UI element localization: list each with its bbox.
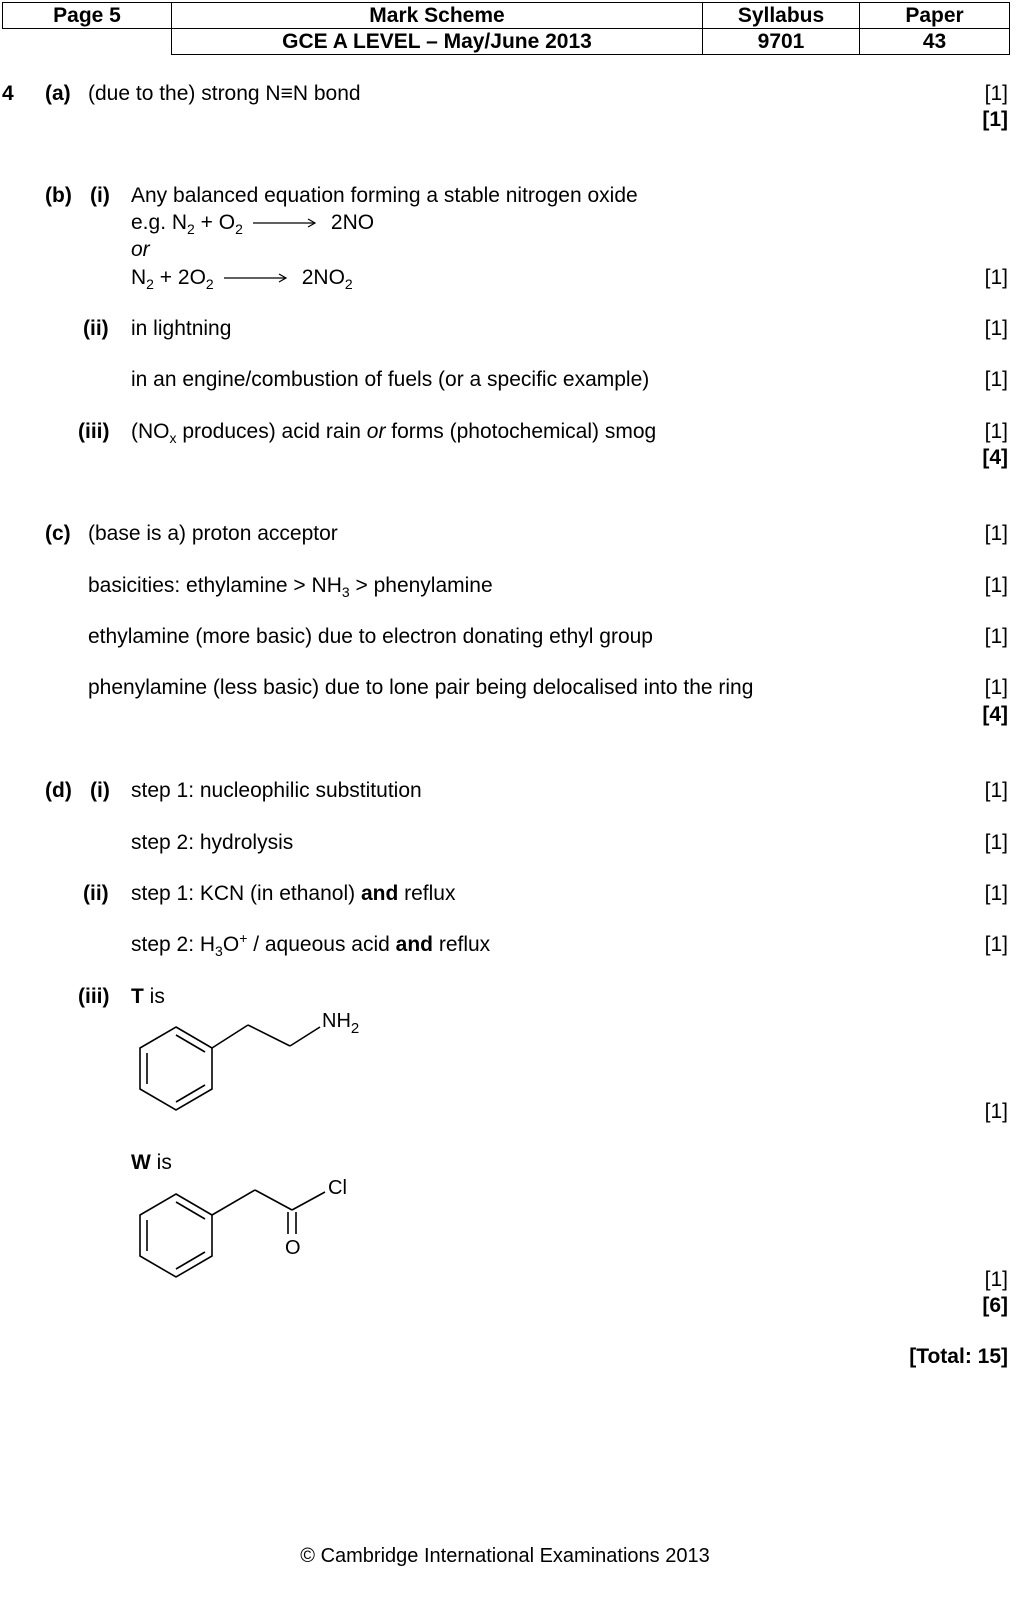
part-d-ii-label: (ii) (83, 882, 109, 905)
part-b-ii-label: (ii) (83, 317, 109, 340)
part-a-answer-pre: (due to the) strong N (88, 82, 281, 105)
part-d-ii-mark2: [1] (984, 933, 1008, 956)
part-d-i-step1: step 1: nucleophilic substitution (131, 779, 422, 802)
nox-sub: x (169, 430, 177, 447)
part-c-mark3: [1] (984, 625, 1008, 648)
part-c-line4: phenylamine (less basic) due to lone pair being delocalised into the ring (88, 676, 754, 699)
t-is: is (143, 985, 165, 1008)
t-mark: [1] (984, 1100, 1008, 1123)
eq1-sub2: 2 (235, 221, 243, 238)
part-b-ii-mark2: [1] (984, 368, 1008, 391)
part-c-mark2: [1] (984, 574, 1008, 597)
t-nh2-label: $NH_2$ (322, 1010, 360, 1037)
basicities-post: > phenylamine (349, 574, 493, 597)
part-b-i-label: (i) (90, 184, 110, 207)
w-is: is (150, 1151, 172, 1174)
eq1-product: 2NO (330, 211, 375, 234)
part-b-i-line1: Any balanced equation forming a stable nitrogen oxide (131, 184, 638, 207)
part-b-ii-line2: in an engine/combustion of fuels (or a specific example) (131, 368, 650, 391)
acid-post: reflux (433, 933, 491, 956)
part-d-ii-step1 (131, 882, 455, 906)
w-letter: W (131, 1151, 151, 1174)
part-b-i-equation1 (131, 211, 375, 238)
part-d-i-step2: step 2: hydrolysis (131, 831, 294, 854)
eq2-n: N (131, 266, 147, 289)
part-c-line3: ethylamine (more basic) due to electron donating ethyl group (88, 625, 653, 648)
paper-label: Paper (860, 3, 1010, 29)
acid-mid: / aqueous acid (247, 933, 396, 956)
kcn-post: reflux (398, 882, 456, 905)
part-d-i-mark1: [1] (984, 779, 1008, 802)
basicities-pre: basicities: ethylamine > NH (88, 574, 342, 597)
phenylethylamine-structure (130, 1005, 390, 1120)
page-label: Page 5 (3, 3, 172, 29)
part-d-total: [6] (982, 1294, 1008, 1317)
part-a-answer-post: N bond (292, 82, 361, 105)
part-b-i-or: or (131, 238, 150, 261)
part-b-iii-label: (iii) (78, 420, 110, 443)
acid-sup: + (239, 930, 248, 946)
kcn-pre: step 1: KCN (in ethanol) (131, 882, 361, 905)
nox-pre: (NO (131, 420, 170, 443)
eq2-sub2: 2 (205, 276, 214, 293)
part-a-total: [1] (982, 108, 1008, 131)
part-d-label: (d) (45, 779, 72, 802)
syllabus-label: Syllabus (703, 3, 860, 29)
header-empty-cell (3, 29, 172, 55)
acid-sub: 3 (215, 943, 223, 960)
part-d-i-label: (i) (90, 779, 110, 802)
nox-or: or (366, 420, 386, 443)
basicities-sub: 3 (341, 584, 350, 601)
part-d-iii-label: (iii) (78, 985, 110, 1008)
part-b-i-equation2 (131, 266, 353, 293)
phenylethanoyl-chloride-structure (130, 1172, 390, 1287)
part-b-total: [4] (982, 446, 1008, 469)
part-b-ii-line1: in lightning (131, 317, 232, 340)
header-table (2, 2, 1010, 55)
part-a-answer (88, 82, 361, 106)
eq2-sub1: 2 (146, 276, 154, 293)
eq1-n: e.g. N (131, 211, 188, 234)
part-c-mark4: [1] (984, 676, 1008, 699)
acid-and: and (395, 933, 433, 956)
nox-post: forms (photochemical) smog (385, 420, 657, 443)
part-b-i-mark: [1] (984, 266, 1008, 289)
t-letter: T (131, 985, 144, 1008)
part-d-ii-step2 (131, 930, 491, 960)
part-d-i-mark2: [1] (984, 831, 1008, 854)
part-c-line2 (88, 574, 493, 601)
part-b-label: (b) (45, 184, 72, 207)
part-b-iii-mark: [1] (984, 420, 1008, 443)
part-a-label: (a) (45, 82, 71, 105)
grand-total: [Total: 15] (909, 1345, 1008, 1368)
nox-mid: produces) acid rain (176, 420, 367, 443)
eq1-sub1: 2 (187, 221, 195, 238)
part-c-mark1: [1] (984, 522, 1008, 545)
exam-title: GCE A LEVEL – May/June 2013 (172, 29, 703, 55)
part-c-total: [4] (982, 703, 1008, 726)
eq1-plus: + O (194, 211, 236, 234)
acid-o: O (222, 933, 240, 956)
part-c-label: (c) (45, 522, 71, 545)
syllabus-code: 9701 (703, 29, 860, 55)
part-a-mark: [1] (984, 82, 1008, 105)
kcn-and: and (360, 882, 399, 905)
w-cl-label: Cl (328, 1177, 347, 1199)
eq2-plus: + 2O (153, 266, 206, 289)
doc-title: Mark Scheme (172, 3, 703, 29)
part-d-ii-mark1: [1] (984, 882, 1008, 905)
triple-bond-symbol: ≡ (280, 82, 293, 105)
reaction-arrow-icon (253, 217, 317, 229)
eq2-product: 2NO (301, 266, 345, 289)
part-c-line1: (base is a) proton acceptor (88, 522, 338, 545)
part-b-ii-mark1: [1] (984, 317, 1008, 340)
part-b-iii-answer (131, 420, 657, 447)
paper-number: 43 (860, 29, 1010, 55)
acid-pre: step 2: H (131, 933, 216, 956)
w-mark: [1] (984, 1268, 1008, 1291)
eq2-sub3: 2 (344, 276, 353, 293)
w-o-label: O (285, 1237, 301, 1259)
question-number: 4 (2, 82, 14, 105)
copyright-footer: © Cambridge International Examinations 2013 (300, 1545, 710, 1567)
reaction-arrow-icon (224, 272, 288, 284)
